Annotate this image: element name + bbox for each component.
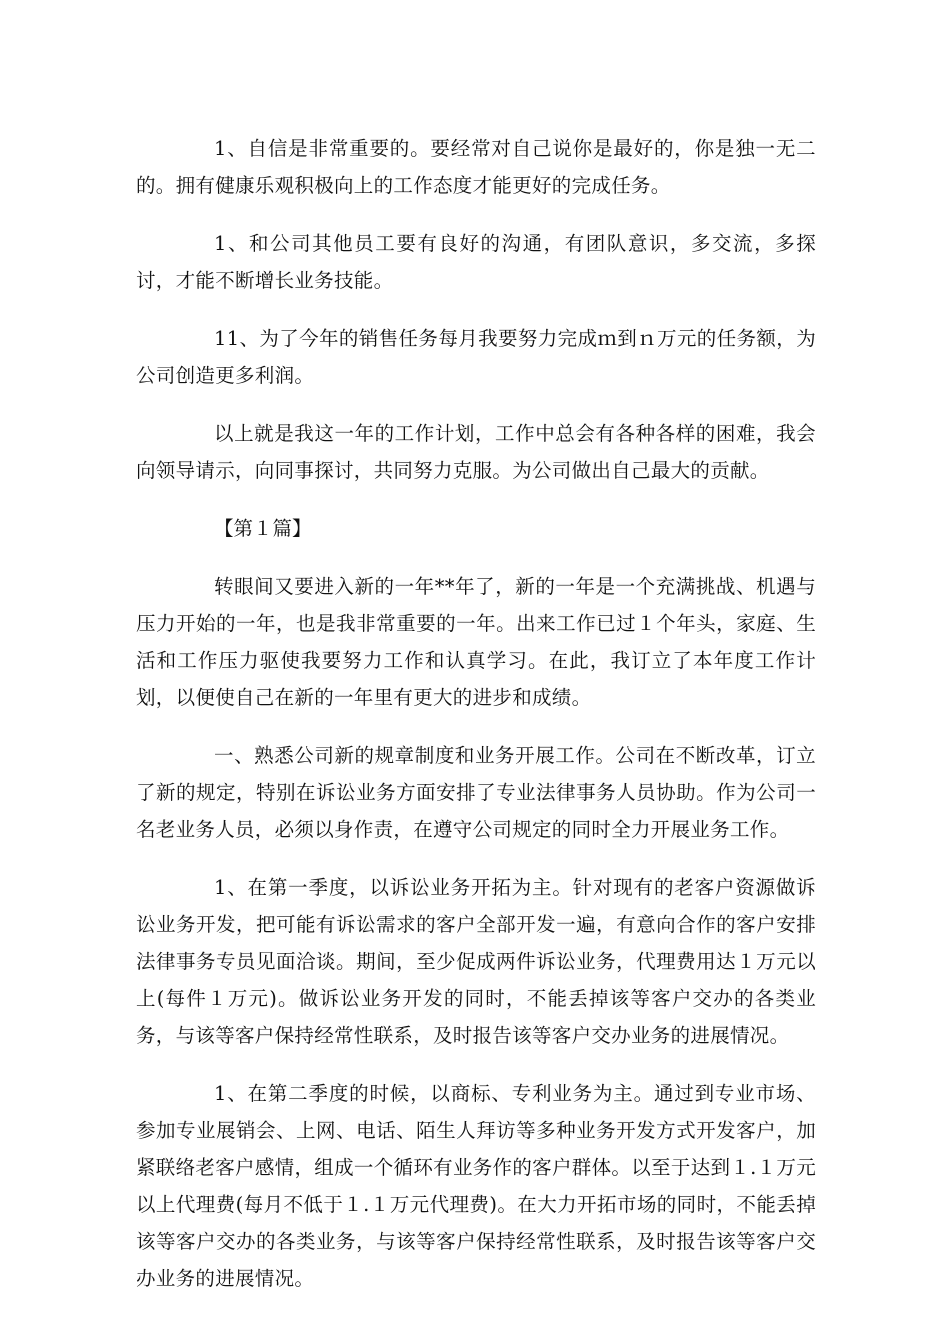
paragraph-q1: 1、在第一季度，以诉讼业务开拓为主。针对现有的老客户资源做诉讼业务开发，把可能有诉讼需求的客户全部开发一遍，有意向合作的客户安排法律事务专员见面洽谈。期间，至少促成两件诉讼业务，代理费用达１万元以上(每件１万元)。做诉讼业务开发的同时，不能丢掉该等客户交办的各类业务，与该等客户保持经常性联系，及时报告该等客户交办业务的进展情况。 bbox=[136, 876, 816, 1047]
paragraph-communication: 1、和公司其他员工要有良好的沟通，有团队意识，多交流，多探讨，才能不断增长业务技能。 bbox=[136, 232, 816, 292]
paragraph-sales-target: 11、为了今年的销售任务每月我要努力完成ｍ到ｎ万元的任务额，为公司创造更多利润。 bbox=[136, 327, 816, 387]
paragraph-intro: 转眼间又要进入新的一年**年了，新的一年是一个充满挑战、机遇与压力开始的一年，也是我非常重要的一年。出来工作已过１个年头，家庭、生活和工作压力驱使我要努力工作和认真学习。在此，我订立了本年度工作计划，以便使自己在新的一年里有更大的进步和成绩。 bbox=[136, 575, 816, 709]
section-heading: 【第１篇】 bbox=[214, 517, 312, 540]
document-body bbox=[136, 130, 816, 1318]
paragraph-confidence: 1、自信是非常重要的。要经常对自己说你是最好的，你是独一无二的。拥有健康乐观积极向上的工作态度才能更好的完成任务。 bbox=[136, 137, 816, 197]
paragraph-rules: 一、熟悉公司新的规章制度和业务开展工作。公司在不断改革，订立了新的规定，特别在诉讼业务方面安排了专业法律事务人员协助。作为公司一名老业务人员，必须以身作责，在遵守公司规定的同时全力开展业务工作。 bbox=[136, 744, 816, 841]
paragraph-q2: 1、在第二季度的时候，以商标、专利业务为主。通过到专业市场、参加专业展销会、上网、电话、陌生人拜访等多种业务开发方式开发客户，加紧联络老客户感情，组成一个循环有业务作的客户群体。以至于达到１.１万元以上代理费(每月不低于１.１万元代理费)。在大力开拓市场的同时，不能丢掉该等客户交办的各类业务，与该等客户保持经常性联系，及时报告该等客户交办业务的进展情况。 bbox=[136, 1082, 816, 1290]
paragraph-conclusion: 以上就是我这一年的工作计划，工作中总会有各种各样的困难，我会向领导请示，向同事探讨，共同努力克服。为公司做出自己最大的贡献。 bbox=[136, 422, 816, 482]
